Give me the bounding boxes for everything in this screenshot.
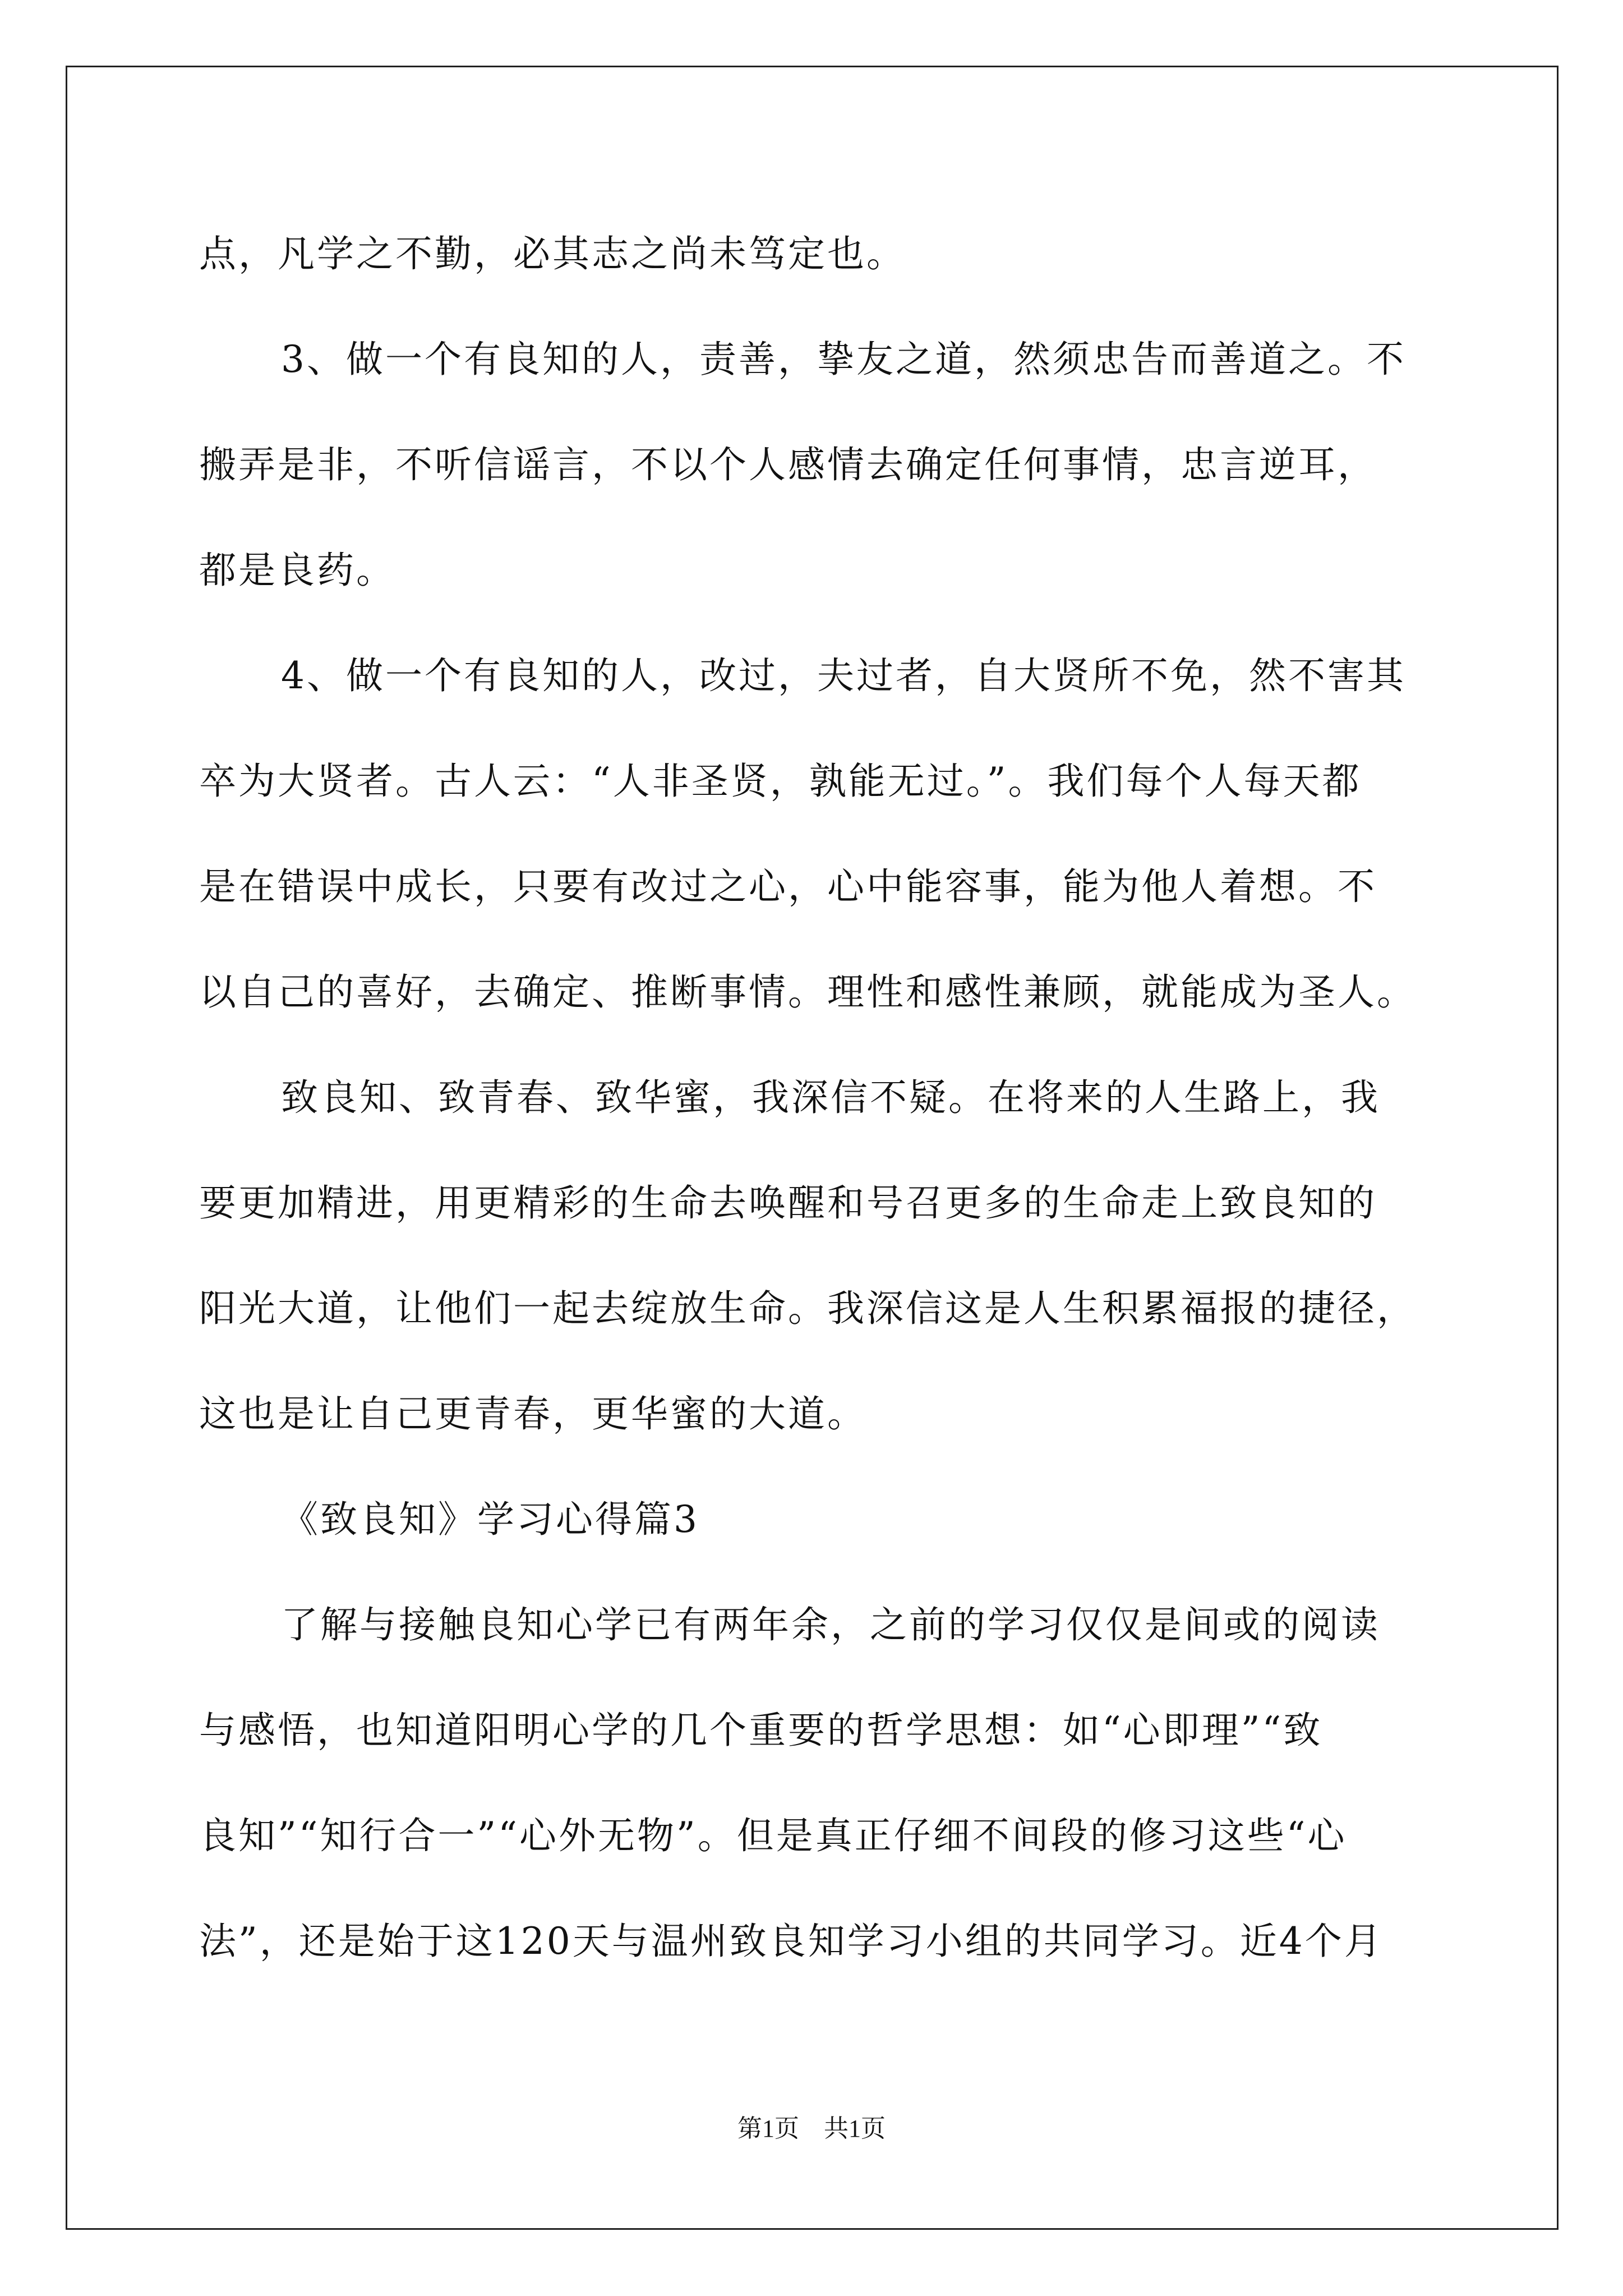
text-line: 是在错误中成长，只要有改过之心，心中能容事，能为他人着想。不 xyxy=(199,865,1377,908)
text-line: 了解与接触良知心学已有两年余，之前的学习仅仅是间或的阅读 xyxy=(281,1603,1380,1646)
text-line: 卒为大贤者。古人云：“人非圣贤，孰能无过。”。我们每个人每天都 xyxy=(199,760,1362,803)
text-line: 要更加精进，用更精彩的生命去唤醒和号召更多的生命走上致良知的 xyxy=(199,1181,1377,1225)
text-line: 点，凡学之不勤，必其志之尚未笃定也。 xyxy=(199,232,906,275)
text-line: 4、做一个有良知的人，改过，夫过者，自大贤所不免，然不害其 xyxy=(281,654,1406,697)
section-heading: 《致良知》学习心得篇3 xyxy=(281,1498,699,1541)
text-line: 与感悟，也知道阳明心学的几个重要的哲学思想：如“心即理”“致 xyxy=(199,1709,1323,1752)
text-line: 法”，还是始于这120天与温州致良知学习小组的共同学习。近4个月 xyxy=(199,1920,1384,1963)
text-line: 良知”“知行合一”“心外无物”。但是真正仔细不间段的修习这些“心 xyxy=(199,1814,1347,1857)
text-line: 3、做一个有良知的人，责善，挚友之道，然须忠告而善道之。不 xyxy=(281,338,1406,381)
text-line: 搬弄是非，不听信谣言，不以个人感情去确定任何事情，忠言逆耳， xyxy=(199,443,1377,486)
text-line: 以自己的喜好，去确定、推断事情。理性和感性兼顾，就能成为圣人。 xyxy=(199,970,1416,1014)
page-border xyxy=(66,66,1559,2230)
text-line: 致良知、致青春、致华蜜，我深信不疑。在将来的人生路上，我 xyxy=(281,1076,1380,1119)
text-line: 都是良药。 xyxy=(199,549,395,592)
page-footer: 第1页 共1页 xyxy=(737,2115,886,2142)
text-line: 阳光大道，让他们一起去绽放生命。我深信这是人生积累福报的捷径， xyxy=(199,1287,1416,1330)
text-line: 这也是让自己更青春，更华蜜的大道。 xyxy=(199,1392,866,1435)
